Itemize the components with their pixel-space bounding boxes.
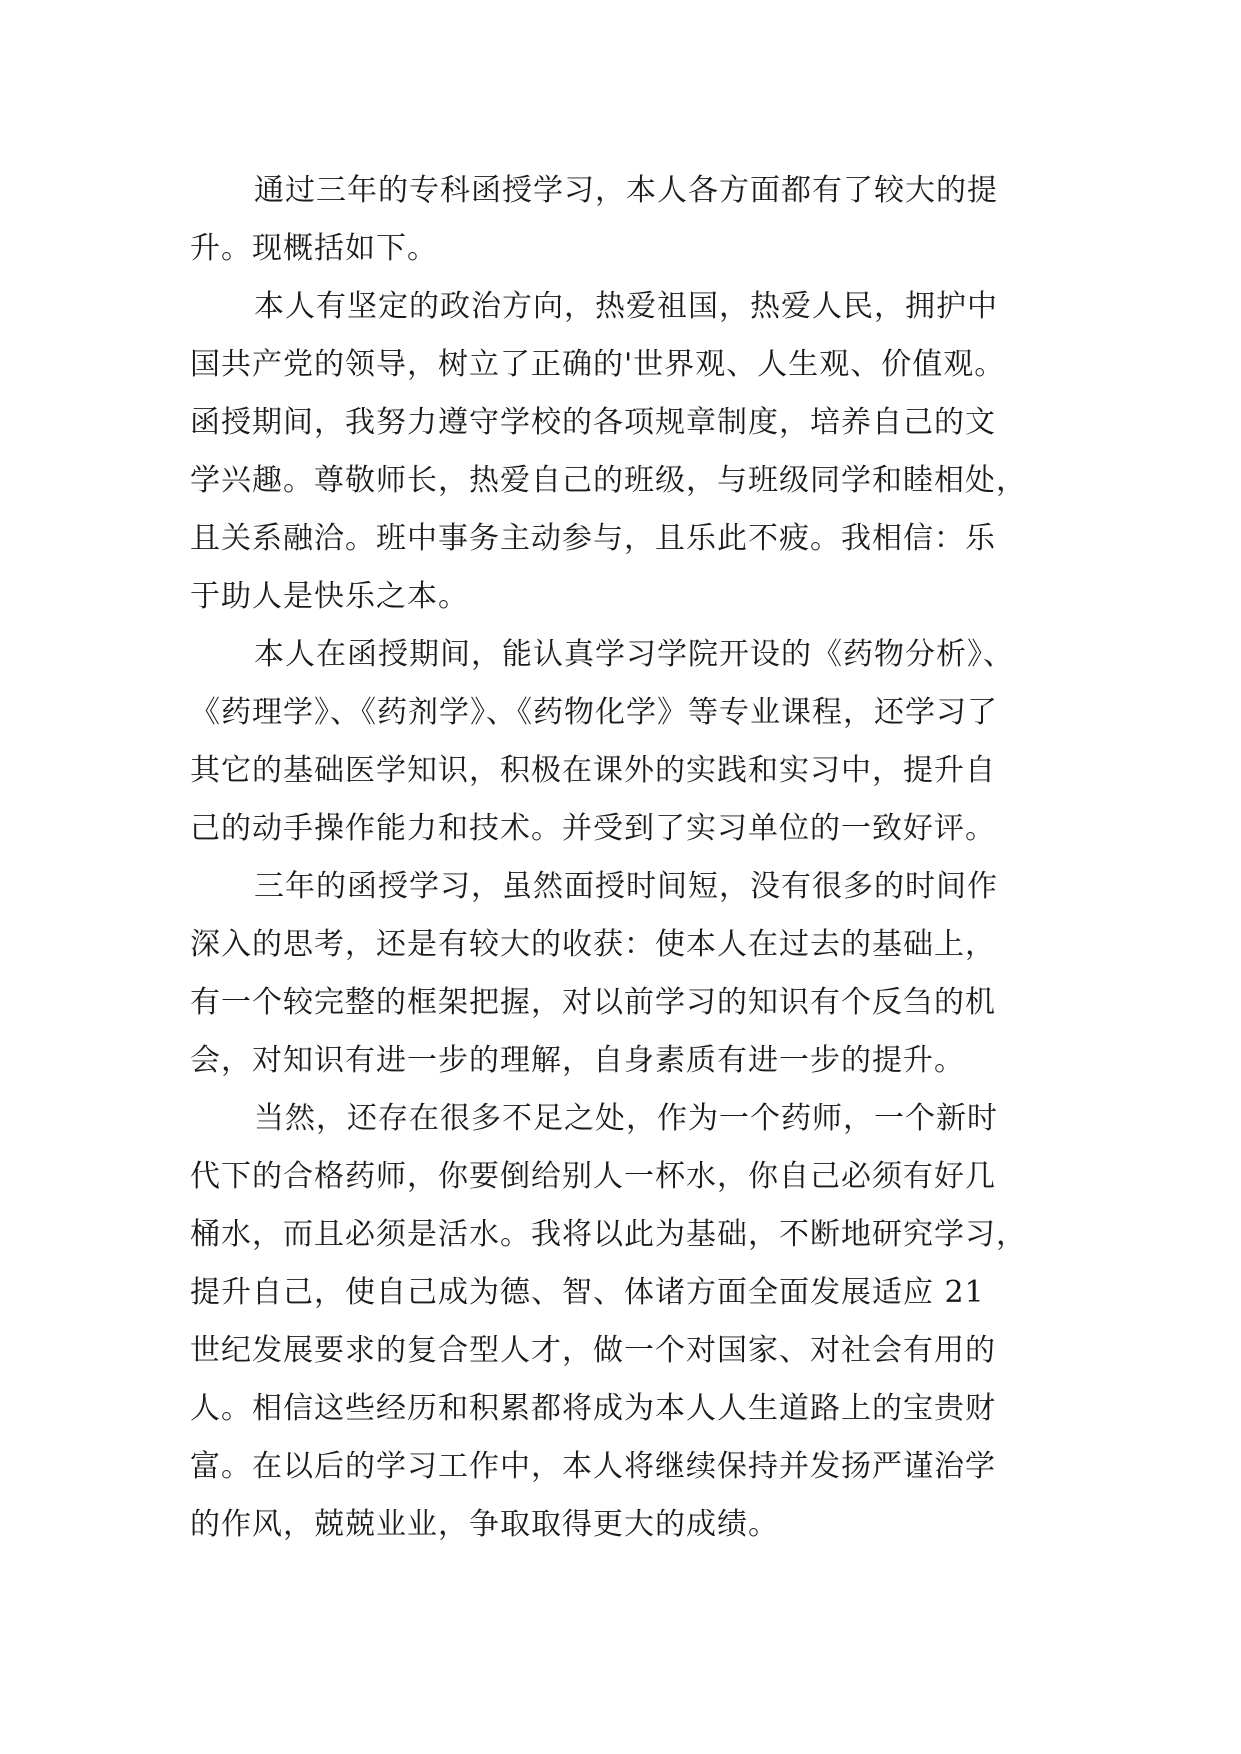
paragraph-first-line: 三年的函授学习，虽然面授时间短，没有很多的时间作 bbox=[254, 869, 998, 904]
text-line: 于助人是快乐之本。 bbox=[190, 579, 469, 614]
text-line: 且关系融洽。班中事务主动参与，且乐此不疲。我相信：乐 bbox=[190, 521, 996, 556]
paragraph-first-line: 通过三年的专科函授学习，本人各方面都有了较大的提 bbox=[254, 173, 998, 208]
text-line: 《药理学》、《药剂学》、《药物化学》等专业课程，还学习了 bbox=[190, 695, 998, 730]
text-line: 有一个较完整的框架把握，对以前学习的知识有个反刍的机 bbox=[190, 985, 996, 1020]
text-line: 己的动手操作能力和技术。并受到了实习单位的一致好评。 bbox=[190, 811, 996, 846]
text-line: 学兴趣。尊敬师长，热爱自己的班级，与班级同学和睦相处， bbox=[190, 463, 1027, 498]
text-line: 深入的思考，还是有较大的收获：使本人在过去的基础上， bbox=[190, 927, 996, 962]
paragraph-first-line: 本人在函授期间，能认真学习学院开设的《药物分析》、 bbox=[254, 637, 1014, 672]
text-line: 的作风，兢兢业业，争取取得更大的成绩。 bbox=[190, 1507, 779, 1542]
paragraph-first-line: 当然，还存在很多不足之处，作为一个药师，一个新时 bbox=[254, 1101, 998, 1136]
document-body bbox=[190, 162, 1070, 1554]
text-line: 会，对知识有进一步的理解，自身素质有进一步的提升。 bbox=[190, 1043, 965, 1078]
paragraph-first-line: 本人有坚定的政治方向，热爱祖国，热爱人民，拥护中 bbox=[254, 289, 998, 324]
text-line: 人。相信这些经历和积累都将成为本人人生道路上的宝贵财 bbox=[190, 1391, 996, 1426]
text-line: 提升自己，使自己成为德、智、体诸方面全面发展适应 21 bbox=[190, 1275, 985, 1310]
text-line: 代下的合格药师，你要倒给别人一杯水，你自己必须有好几 bbox=[190, 1159, 996, 1194]
text-line: 函授期间，我努力遵守学校的各项规章制度，培养自己的文 bbox=[190, 405, 996, 440]
text-line: 富。在以后的学习工作中，本人将继续保持并发扬严谨治学 bbox=[190, 1449, 996, 1484]
text-line: 升。现概括如下。 bbox=[190, 231, 438, 266]
text-line: 世纪发展要求的复合型人才，做一个对国家、对社会有用的 bbox=[190, 1333, 996, 1368]
text-line: 桶水，而且必须是活水。我将以此为基础，不断地研究学习， bbox=[190, 1217, 1027, 1252]
text-line: 国共产党的领导，树立了正确的'世界观、人生观、价值观。 bbox=[190, 347, 1006, 382]
text-line: 其它的基础医学知识，积极在课外的实践和实习中，提升自 bbox=[190, 753, 996, 788]
